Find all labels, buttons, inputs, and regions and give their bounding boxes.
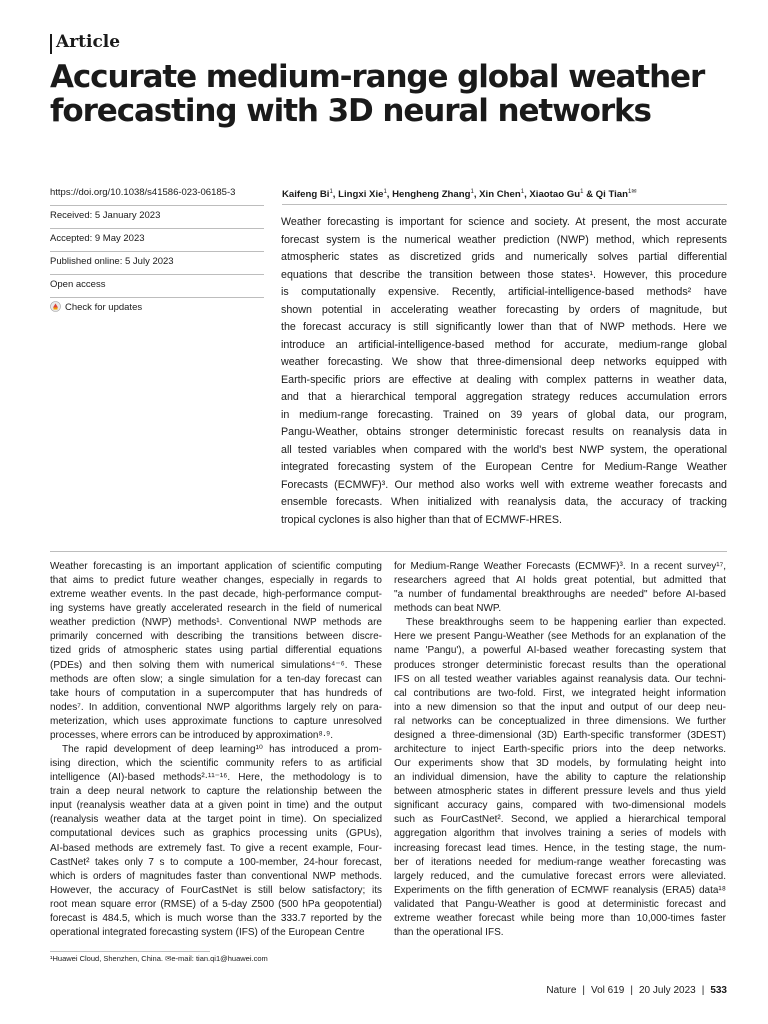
abstract-line: and that a hierarchical temporal aggregation strategy reduces accumulation errors <box>281 391 727 403</box>
abstract-line: Earth-specific priors are effective at dealing with complex patterns in weather data, <box>281 373 727 386</box>
abstract-line: equations that describe the transition between those states¹. However, this procedure <box>281 268 727 281</box>
abstract-line: in medium-range forecasting. Trained on 39 years of global data, our program, <box>281 408 727 421</box>
title-line: Accurate medium-range global weather <box>50 59 705 95</box>
body-line: an individual dimension, have the ability to capture the relationship <box>394 772 726 784</box>
abstract-line: forecast system is the numerical weather prediction (NWP) method, which represents <box>281 233 727 246</box>
page-number: 533 <box>710 985 727 996</box>
body-line: extreme weather forecast while being more than 10,000-times faster <box>394 912 726 924</box>
abstract-line: ensemble forecasts. When initialized with reanalysis data, the accuracy of tracking <box>281 496 727 508</box>
body-line: such as FourCastNet². Second, we applied a hierarchical temporal <box>394 814 726 826</box>
abstract-line: integrated forecasting system of the European Centre for Medium-Range Weather <box>281 461 727 473</box>
body-column-right <box>394 560 726 940</box>
article-metadata <box>50 183 264 320</box>
body-line: for Medium-Range Weather Forecasts (ECMWF)³. In a recent survey¹⁷, <box>394 561 726 572</box>
author-list: Kaifeng Bi$^1$, Lingxi Xie$^1$, Hengheng Zhang$^1$, Xin Chen$^1$, Xiaotao Gu$^1$ & Qi Tian$^{1✉}$ <box>282 189 637 201</box>
body-line: (reanalysis weather data at the target point in time). On specialized <box>50 814 382 826</box>
body-line: ising direction, which the scientific community refers to as artificial <box>50 758 382 770</box>
body-line: largely reduced, and the cumulative forecast errors were alleviated. <box>394 870 726 882</box>
open-access-label: Open access <box>50 274 264 297</box>
body-divider <box>50 551 727 552</box>
body-line: methods can beat NWP. <box>394 603 502 615</box>
article-label-bar <box>50 34 52 54</box>
body-line: meterization, which uses approximate functions to capture unresolved <box>50 715 382 727</box>
body-line: which is orders of magnitudes faster than conventional NWP methods. <box>50 870 382 882</box>
check-updates-icon <box>50 300 61 311</box>
paper-title <box>50 60 750 128</box>
abstract-line: Weather forecasting is important for science and society. At present, the most accurate <box>281 216 727 228</box>
body-line: ral networks can be conceptualized in three dimensions. We further <box>394 715 726 727</box>
abstract <box>281 214 727 529</box>
body-line: CastNet² takes only 7 s to compute a 100-member, 24-hour forecast, <box>50 856 382 868</box>
abstract-line: weather forecasting. We show that three-dimensional deep networks equipped with <box>281 356 727 368</box>
body-line: that aims to predict future weather changes, especially in regards to <box>50 575 382 587</box>
body-line: researchers agreed that AI holds great potential, but admitted that <box>394 575 726 587</box>
affiliation-footnote: ¹Huawei Cloud, Shenzhen, China. ✉e-mail: tian.qi1@huawei.com <box>50 954 268 963</box>
body-line: forecast is 484.5, which is much worse than the 333.7 reported by the <box>50 912 382 924</box>
abstract-line: tropical cyclones is also higher than that of ECMWF-HRES. <box>281 513 562 526</box>
body-line: significant accuracy gains, compared with two-dimensional models <box>394 800 726 812</box>
body-line: weather prediction (NWP) methods¹. Conventional NWP methods are <box>50 617 382 629</box>
journal-name: Nature <box>546 985 577 996</box>
footnote-divider <box>50 951 210 952</box>
body-line: aggregation algorithm that involves training a series of models with <box>394 828 726 840</box>
body-line: AI-based methods are extremely fast. To give a recent example, Four- <box>50 842 382 854</box>
page-footer: Nature | Vol 619 | 20 July 2023 | 533 <box>546 985 727 996</box>
received-date: Received: 5 January 2023 <box>50 205 264 228</box>
check-for-updates-link[interactable] <box>50 297 264 320</box>
body-line: designed a three-dimensional (3D) Earth-specific transformer (3DEST) <box>394 729 726 741</box>
issue-date: 20 July 2023 <box>638 985 696 996</box>
body-line: cal contributions are two-fold. First, we integrated height information <box>394 687 726 699</box>
abstract-line: Pangu-Weather, obtains stronger deterministic forecast results on reanalysis data in <box>281 426 727 438</box>
body-line: (PDEs) and then solving them with numerical simulations⁴⁻⁶. These <box>50 659 382 671</box>
accepted-date: Accepted: 9 May 2023 <box>50 228 264 251</box>
body-line: nodes⁷. In addition, conventional NWP algorithms largely rely on para- <box>50 701 382 713</box>
body-line: validated that Pangu-Weather is good at deterministic forecast and <box>394 898 726 910</box>
body-line: Experiments on the fifth generation of ECMWF reanalysis (ERA5) data¹⁸ <box>394 884 726 896</box>
body-line: processes, where errors can be introduced by approximation⁸·⁹. <box>50 729 334 741</box>
body-line: extreme weather events. In the past decade, high-performance comput- <box>50 589 382 601</box>
abstract-line: all tested variables when compared with the world's best NWP system, the operational <box>281 443 727 456</box>
body-line: methods are often slow; a single simulation for a ten-day forecast can <box>50 673 382 685</box>
body-line: "a number of fundamental breakthroughs are needed" before AI-based <box>394 589 726 601</box>
body-line: The rapid development of deep learning¹⁰ has introduced a prom- <box>62 744 382 756</box>
body-line: Our experiments show that 3D models, by formulating height into <box>394 758 726 770</box>
body-line: IFS on all tested weather variables against reanalysis data. Our techni- <box>394 673 726 685</box>
doi-link[interactable]: https://doi.org/10.1038/s41586-023-06185-3 <box>50 187 236 198</box>
body-column-left <box>50 560 382 940</box>
body-line: Here we present Pangu-Weather (see Methods for an explanation of the <box>394 631 726 643</box>
body-line: These breakthroughs seem to be happening earlier than expected. <box>406 617 726 629</box>
abstract-line: is computationally expensive. Recently, artificial-intelligence-based methods² have <box>281 286 727 298</box>
published-date: Published online: 5 July 2023 <box>50 251 264 274</box>
body-line: between atmospheric states in different pressure levels and thus yield <box>394 786 726 798</box>
body-line: However, the accuracy of FourCastNet is still below satisfactory; its <box>50 884 382 896</box>
check-for-updates-label: Check for updates <box>65 302 143 313</box>
title-line: forecasting with 3D neural networks <box>50 93 651 129</box>
body-line: produces stronger deterministic forecast results than the operational <box>394 659 726 671</box>
abstract-line: Forecasts (ECMWF)³. Our method also works well with extreme weather forecasts and <box>281 478 727 491</box>
body-line: architecture to inject Earth-specific priors into the deep networks. <box>394 744 726 756</box>
abstract-line: shown potential in accelerating weather forecasting by orders of magnitude, but <box>281 303 727 316</box>
body-line: input (reanalysis weather data at a given point in time) and the output <box>50 800 382 812</box>
body-line: train a deep neural network to capture the relationship between the <box>50 786 382 798</box>
author-divider <box>282 204 727 205</box>
body-line: increasing forecast lead times. Hence, in the testing stage, the num- <box>394 842 726 854</box>
article-label: Article <box>56 32 121 52</box>
body-line: than the operational IFS. <box>394 927 504 939</box>
body-line: intelligence (AI)-based methods²·¹¹⁻¹⁶. Here, the methodology is to <box>50 772 382 784</box>
abstract-line: the forecast accuracy is still significantly lower than that of NWP methods. Here we <box>281 321 727 333</box>
body-line: ing systems have greatly accelerated research in the field of numerical <box>50 603 382 615</box>
body-line: root mean square error (RMSE) of a 5-day Z500 (500 hPa geopotential) <box>50 898 382 910</box>
body-line: operational integrated forecasting system (IFS) of the European Centre <box>50 927 365 939</box>
body-line: ber of iterations needed for medium-range weather forecasting was <box>394 856 726 868</box>
body-line: primarily concerned with describing the transitions between discre- <box>50 631 382 643</box>
body-line: name 'Pangu'), a powerful AI-based weather forecasting system that <box>394 645 726 657</box>
volume: Vol 619 <box>591 985 625 996</box>
abstract-line: atmospheric states as discretized grids and numerically solves partial differential <box>281 251 727 263</box>
body-line: tized grids of atmospheric states using partial differential equations <box>50 645 382 657</box>
body-line: Weather forecasting is an important application of scientific computing <box>50 561 382 572</box>
body-line: into a new dimension so that the input and output of our deep neu- <box>394 701 726 713</box>
body-line: take hours of computation in a supercomputer that has hundreds of <box>50 687 382 699</box>
body-line: computational devices such as graphics processing units (GPUs), <box>50 828 382 840</box>
abstract-line: introduce an artificial-intelligence-based method for accurate, medium-range global <box>281 338 727 351</box>
